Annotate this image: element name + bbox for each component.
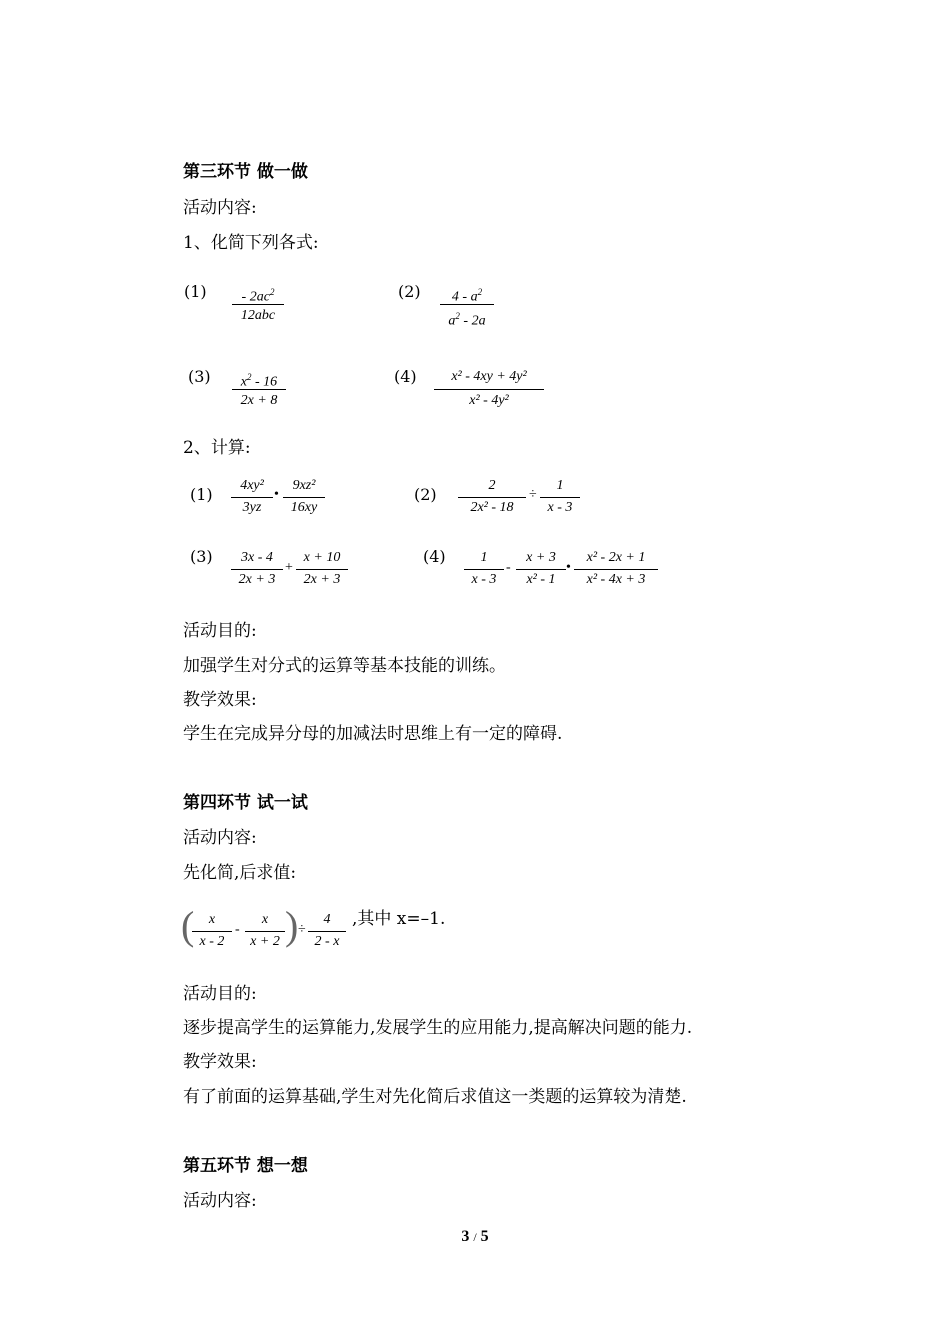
q1-item-1-label: (1): [184, 282, 207, 301]
page-separator: /: [473, 1230, 477, 1244]
q2-4-f2-denominator: x² - 1: [526, 572, 556, 587]
s4-operator-1: -: [235, 922, 240, 937]
q2-4-f1-numerator: 1: [480, 550, 488, 565]
section5-content-label: 活动内容:: [183, 1191, 257, 1211]
q2-item-4-label: (4): [423, 547, 446, 566]
fraction-bar: [296, 569, 348, 570]
q1-item-2-denominator: $a^2 - 2a$: [448, 311, 486, 329]
fraction-bar: [245, 931, 285, 932]
q2-1-f2-numerator: 9xz²: [292, 478, 316, 493]
section4-effect-text: 有了前面的运算基础,学生对先化简后求值这一类题的运算较为清楚.: [183, 1087, 687, 1107]
section5-heading: 第五环节 想一想: [183, 1156, 308, 1176]
q1-item-2-numerator: $4 - a^2$: [451, 287, 483, 305]
q2-1-f1-numerator: 4xy²: [240, 478, 264, 493]
left-paren: (: [181, 903, 195, 948]
q2-4-f3-denominator: x² - 4x + 3: [586, 572, 646, 587]
q2-4-f2-numerator: x + 3: [526, 550, 556, 565]
s4-f1-denominator: x - 2: [199, 934, 225, 949]
q2-3-operator: +: [285, 560, 293, 575]
q2-4-f3-numerator: x² - 2x + 1: [586, 550, 646, 565]
fraction-bar: [434, 389, 544, 390]
q1-item-4-label: (4): [394, 367, 417, 386]
fraction-bar: [283, 497, 325, 498]
q1-item-2-label: (2): [398, 282, 421, 301]
section3-heading: 第三环节 做一做: [183, 162, 308, 182]
section4-effect-label: 教学效果:: [183, 1052, 257, 1072]
fraction-bar: [232, 389, 286, 390]
q2-4-operator-2: •: [566, 560, 571, 575]
q2-2-f2-denominator: x - 3: [547, 500, 573, 515]
q2-1-f2-denominator: 16xy: [290, 500, 318, 515]
s4-f1-numerator: x: [208, 912, 216, 927]
q2-item-1-label: (1): [190, 485, 213, 504]
q1-item-3-label: (3): [188, 367, 211, 386]
section4-condition: ,其中 x=–1.: [352, 909, 446, 929]
q1-item-4-denominator: x² - 4y²: [469, 393, 509, 408]
section4-instruction: 先化简,后求值:: [183, 863, 297, 883]
q2-1-operator: •: [274, 487, 279, 502]
s4-operator-2: ÷: [298, 922, 306, 937]
fraction-bar: [231, 497, 273, 498]
q1-item-3-numerator: $x^2 - 16$: [240, 372, 278, 390]
q2-2-f1-denominator: 2x² - 18: [470, 500, 514, 515]
section3-effect-label: 教学效果:: [183, 690, 257, 710]
page-total: 5: [480, 1228, 489, 1245]
page-number: [0, 1228, 950, 1246]
fraction-bar: [574, 569, 658, 570]
q1-item-3-denominator: 2x + 8: [240, 393, 278, 408]
page-current: 3: [461, 1228, 470, 1245]
fraction-bar: [308, 931, 346, 932]
section4-content-label: 活动内容:: [183, 828, 257, 848]
section3-q1-label: 1、化简下列各式:: [183, 233, 319, 253]
section4-goal-label: 活动目的:: [183, 984, 257, 1004]
section3-goal-label: 活动目的:: [183, 621, 257, 641]
fraction-bar: [458, 497, 526, 498]
s4-f3-denominator: 2 - x: [314, 934, 340, 949]
q2-item-2-label: (2): [414, 485, 437, 504]
q2-2-operator: ÷: [529, 487, 537, 502]
section3-q2-label: 2、计算:: [183, 438, 251, 458]
section4-heading: 第四环节 试一试: [183, 793, 308, 813]
fraction-bar: [231, 569, 283, 570]
q2-4-f1-denominator: x - 3: [471, 572, 497, 587]
q2-3-f1-numerator: 3x - 4: [241, 550, 273, 565]
q2-4-operator-1: -: [506, 560, 511, 575]
s4-f2-numerator: x: [261, 912, 269, 927]
q2-3-f2-numerator: x + 10: [303, 550, 341, 565]
fraction-bar: [464, 569, 504, 570]
fraction-bar: [440, 304, 494, 305]
fraction-bar: [192, 931, 232, 932]
q2-2-f2-numerator: 1: [556, 478, 564, 493]
section3-goal-text: 加强学生对分式的运算等基本技能的训练。: [183, 656, 506, 676]
fraction-bar: [516, 569, 566, 570]
q1-item-1-denominator: 12abc: [240, 308, 276, 323]
q2-3-f2-denominator: 2x + 3: [303, 572, 341, 587]
q2-item-3-label: (3): [190, 547, 213, 566]
fraction-bar: [232, 304, 284, 305]
q2-2-f1-numerator: 2: [488, 478, 496, 493]
s4-f2-denominator: x + 2: [250, 934, 280, 949]
fraction-bar: [540, 497, 580, 498]
q2-1-f1-denominator: 3yz: [242, 500, 262, 515]
section3-content-label: 活动内容:: [183, 198, 257, 218]
s4-f3-numerator: 4: [323, 912, 331, 927]
q1-item-1-numerator: - $2ac^2$: [241, 287, 275, 305]
section4-goal-text: 逐步提高学生的运算能力,发展学生的应用能力,提高解决问题的能力.: [183, 1018, 693, 1038]
q2-3-f1-denominator: 2x + 3: [238, 572, 276, 587]
right-paren: ): [285, 903, 299, 948]
section3-effect-text: 学生在完成异分母的加减法时思维上有一定的障碍.: [183, 724, 563, 744]
q1-item-4-numerator: x² - 4xy + 4y²: [451, 369, 527, 384]
